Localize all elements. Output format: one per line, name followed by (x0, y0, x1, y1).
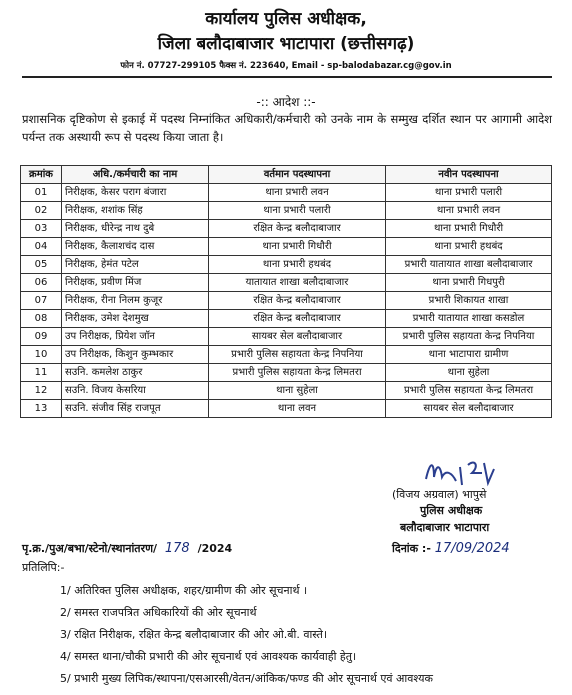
office-title: कार्यालय पुलिस अधीक्षक, (205, 9, 367, 29)
cell-serial: 06 (21, 274, 62, 292)
table-row (21, 256, 552, 274)
cell-name: उप निरीक्षक, प्रियेश जॉन (62, 328, 209, 346)
cell-new: थाना प्रभारी गिधपुरी (386, 274, 552, 292)
table-row (21, 310, 552, 328)
cell-name: सउनि. संजीव सिंह राजपूत (62, 400, 209, 418)
cell-new: प्रभारी यातायात शाखा बलौदाबाजार (386, 256, 552, 274)
date-value: 17/09/2024 (434, 541, 510, 556)
cell-current: सायबर सेल बलौदाबाजार (209, 328, 386, 346)
cell-name: निरीक्षक, हेमंत पटेल (62, 256, 209, 274)
order-title: -:: आदेश ::- (256, 95, 316, 109)
list-item: 2/ समस्त राजपत्रित अधिकारियों की ओर सूचनार्थ (60, 606, 257, 619)
table-row (21, 238, 552, 256)
reference-prefix: पृ.क्र./पुअ/बभा/स्टेनो/स्थानांतरण/ (22, 542, 158, 555)
cell-current: प्रभारी पुलिस सहायता केन्द्र लिमतरा (209, 364, 386, 382)
cell-current: रक्षित केन्द्र बलौदाबाजार (209, 220, 386, 238)
table-row (21, 202, 552, 220)
intro-paragraph: प्रशासनिक दृष्टिकोण से इकाई में पदस्थ निम्नांकित अधिकारी/कर्मचारी को उनके नाम के सम्मुख दर्शित स्थान पर आगामी आदेश पर्यन्त तक अस्थायी रूप से पदस्थ किया जाता है। (22, 112, 552, 144)
cell-name: निरीक्षक, उमेश देशमुख (62, 310, 209, 328)
cell-current: रक्षित केन्द्र बलौदाबाजार (209, 292, 386, 310)
reference-handwritten-number: 178 (164, 541, 190, 556)
signatory-designation: पुलिस अधीक्षक (420, 504, 483, 517)
table-row (21, 400, 552, 418)
table-row (21, 328, 552, 346)
cell-serial: 03 (21, 220, 62, 238)
reference-date (392, 541, 510, 556)
cell-name: निरीक्षक, शशांक सिंह (62, 202, 209, 220)
signatory-district: बलौदाबाजार भाटापारा (400, 521, 490, 534)
reference-year: /2024 (197, 542, 233, 555)
cell-name: सउनि. विजय केसरिया (62, 382, 209, 400)
contact-line: फोन नं. 07727-299105 फैक्स नं. 223640, Email - sp-balodabazar.cg@gov.in (120, 61, 452, 71)
cell-serial: 09 (21, 328, 62, 346)
cell-current: थाना प्रभारी लवन (209, 184, 386, 202)
list-item: 1/ अतिरिक्त पुलिस अधीक्षक, शहर/ग्रामीण की ओर सूचनार्थ । (60, 584, 308, 597)
cell-new: सायबर सेल बलौदाबाजार (386, 400, 552, 418)
table-row (21, 274, 552, 292)
cell-name: सउनि. कमलेश ठाकुर (62, 364, 209, 382)
cell-name: निरीक्षक, केसर पराग बंजारा (62, 184, 209, 202)
table-row (21, 382, 552, 400)
table-row (21, 184, 552, 202)
cell-new: थाना प्रभारी गिधौरी (386, 220, 552, 238)
header-name: अधि./कर्मचारी का नाम (62, 166, 209, 184)
table-row (21, 346, 552, 364)
cell-new: थाना प्रभारी हथबंद (386, 238, 552, 256)
signatory-name: (विजय अग्रवाल) भापुसे (392, 488, 487, 501)
list-item: 4/ समस्त थाना/चौकी प्रभारी की ओर सूचनार्थ एवं आवश्यक कार्यवाही हेतु। (60, 650, 357, 663)
table-row (21, 220, 552, 238)
cell-current: थाना प्रभारी हथबंद (209, 256, 386, 274)
cell-name: निरीक्षक, प्रवीण मिंज (62, 274, 209, 292)
cell-name: निरीक्षक, कैलाशचंद दास (62, 238, 209, 256)
cell-new: थाना प्रभारी पलारी (386, 184, 552, 202)
cell-serial: 10 (21, 346, 62, 364)
cell-new: प्रभारी यातायात शाखा कसडोल (386, 310, 552, 328)
cell-serial: 04 (21, 238, 62, 256)
cell-current: प्रभारी पुलिस सहायता केन्द्र निपनिया (209, 346, 386, 364)
copy-list (60, 580, 560, 690)
table-row (21, 364, 552, 382)
transfer-table (20, 165, 552, 418)
table-row (21, 292, 552, 310)
cell-new: थाना सुहेला (386, 364, 552, 382)
cell-serial: 12 (21, 382, 62, 400)
cell-serial: 01 (21, 184, 62, 202)
header-new-posting: नवीन पदस्थापना (386, 166, 552, 184)
header-divider (22, 76, 552, 78)
cell-new: प्रभारी पुलिस सहायता केन्द्र निपनिया (386, 328, 552, 346)
date-label: दिनांक :- (392, 542, 431, 555)
cell-name: उप निरीक्षक, किशुन कुम्भकार (62, 346, 209, 364)
cell-new: प्रभारी पुलिस सहायता केन्द्र लिमतरा (386, 382, 552, 400)
cell-new: थाना प्रभारी लवन (386, 202, 552, 220)
copy-label: प्रतिलिपि:- (22, 561, 65, 574)
header-current-posting: वर्तमान पदस्थापना (209, 166, 386, 184)
cell-current: थाना सुहेला (209, 382, 386, 400)
table-header-row (21, 166, 552, 184)
header-serial: क्रमांक (21, 166, 62, 184)
cell-name: निरीक्षक, धीरेन्द्र नाथ दुबे (62, 220, 209, 238)
cell-new: प्रभारी शिकायत शाखा (386, 292, 552, 310)
cell-current: थाना लवन (209, 400, 386, 418)
cell-current: यातायात शाखा बलौदाबाजार (209, 274, 386, 292)
cell-current: रक्षित केन्द्र बलौदाबाजार (209, 310, 386, 328)
list-item: 3/ रक्षित निरीक्षक, रक्षित केन्द्र बलौदाबाजार की ओर ओ.बी. वास्ते। (60, 628, 328, 641)
reference-number (22, 541, 232, 556)
cell-serial: 05 (21, 256, 62, 274)
list-item: 5/ प्रभारी मुख्य लिपिक/स्थापना/एसआरसी/वेतन/आंकिक/फण्ड की ओर सूचनार्थ एवं आवश्यक (60, 672, 433, 685)
cell-serial: 07 (21, 292, 62, 310)
cell-name: निरीक्षक, रीना निलम कुजूर (62, 292, 209, 310)
cell-serial: 08 (21, 310, 62, 328)
cell-new: थाना भाटापारा ग्रामीण (386, 346, 552, 364)
district-title: जिला बलौदाबाजार भाटापारा (छत्तीसगढ़) (157, 34, 415, 54)
cell-current: थाना प्रभारी पलारी (209, 202, 386, 220)
signature-scribble-icon (422, 455, 502, 491)
cell-current: थाना प्रभारी गिधौरी (209, 238, 386, 256)
cell-serial: 02 (21, 202, 62, 220)
cell-serial: 13 (21, 400, 62, 418)
cell-serial: 11 (21, 364, 62, 382)
